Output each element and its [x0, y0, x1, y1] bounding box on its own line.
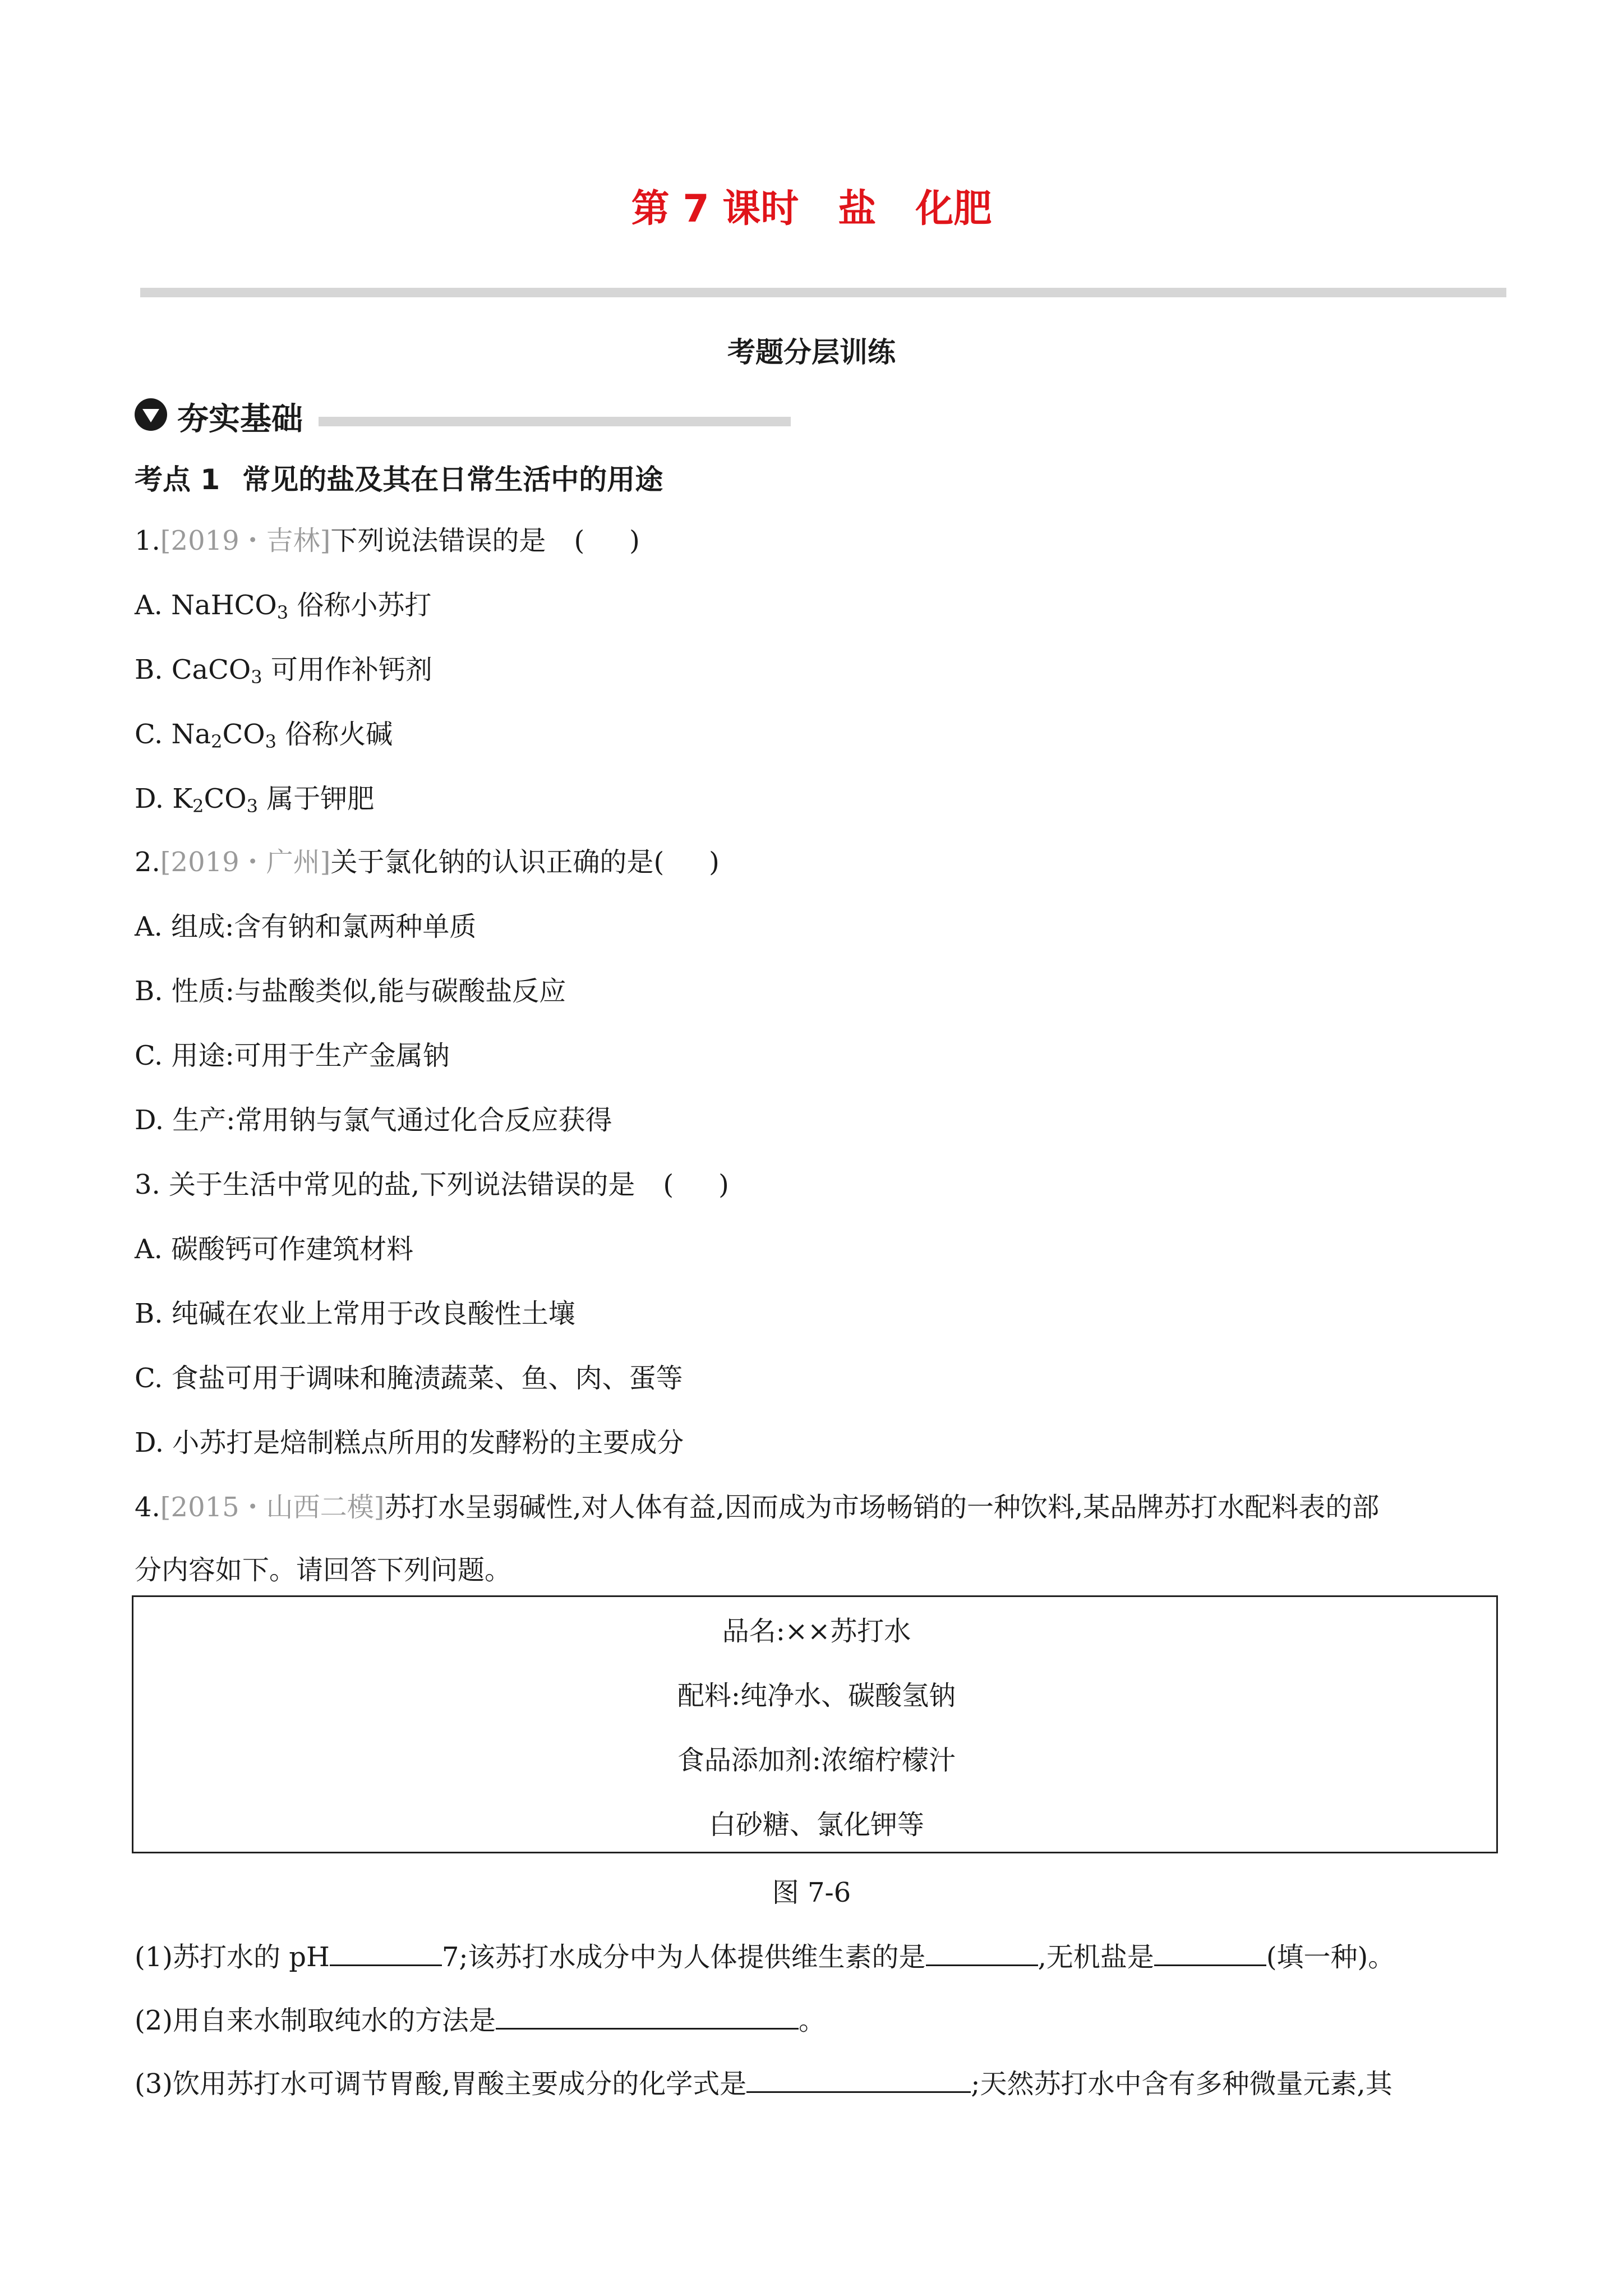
- ingredient-table: [132, 1595, 1498, 1853]
- question-3-stem: [135, 1163, 729, 1202]
- answer-blank[interactable]: [926, 1936, 1038, 1966]
- question-1-option-a: A. NaHCO$_3$ 俗称小苏打: [135, 590, 432, 623]
- page-title: [0, 178, 1623, 233]
- question-1-option-d: D. $K_2CO_3$ 属于钾肥: [135, 783, 375, 817]
- answer-blank[interactable]: [1154, 1936, 1266, 1966]
- question-2-option-c: C. 用途:可用于生产金属钠: [135, 1040, 450, 1071]
- question-number: 4.: [135, 1492, 160, 1523]
- answer-blank[interactable]: [496, 2000, 799, 2030]
- question-text: 下列说法错误的是: [330, 525, 546, 556]
- question-text: 3. 关于生活中常见的盐,下列说法错误的是: [135, 1169, 635, 1200]
- question-4-stem-line-2: 分内容如下。请回答下列问题。: [135, 1554, 512, 1586]
- topic-salt: 盐: [838, 187, 877, 231]
- question-number: 2.: [135, 846, 160, 878]
- question-3-option-d: D. 小苏打是焙制糕点所用的发酵粉的主要成分: [135, 1427, 684, 1458]
- question-2-stem: 2.[2019・广州]关于氯化钠的认识正确的是( ): [135, 846, 720, 878]
- question-3-option-c: C. 食盐可用于调味和腌渍蔬菜、鱼、肉、蛋等: [135, 1363, 683, 1394]
- question-1-option-c: C. $Na_2CO_3$ 俗称火碱: [135, 719, 393, 752]
- section-title: 夯实基础: [177, 401, 303, 438]
- question-3-option-b: B. 纯碱在农业上常用于改良酸性土壤: [135, 1298, 575, 1329]
- question-text: 关于氯化钠的认识正确的是: [330, 846, 654, 878]
- question-source: [2015・山西二模]: [160, 1492, 385, 1523]
- question-source: [2019・广州]: [160, 846, 331, 878]
- question-4-stem-line-1: [135, 1485, 1379, 1524]
- question-1-stem: [135, 519, 640, 558]
- table-row: 配料:纯净水、碳酸氢钠: [677, 1680, 956, 1711]
- question-4-part-2: (2)用自来水制取纯水的方法是 。: [135, 1999, 826, 2037]
- kaodian-label: 考点 1: [135, 463, 220, 496]
- answer-parens: ( ): [663, 1169, 729, 1200]
- question-2-option-d: D. 生产:常用钠与氯气通过化合反应获得: [135, 1105, 612, 1136]
- question-4-part-1: (1)苏打水的 pH 7;该苏打水成分中为人体提供维生素的是 ,无机盐是 (填一种)。: [135, 1935, 1395, 1974]
- kaodian-heading: [135, 457, 663, 498]
- question-source: [2019・吉林]: [160, 525, 331, 556]
- title-divider: [140, 288, 1506, 297]
- answer-blank[interactable]: [330, 1936, 442, 1966]
- question-3-option-a: A. 碳酸钙可作建筑材料: [135, 1234, 414, 1265]
- triangle-down-icon: [135, 398, 167, 431]
- question-4-part-3: (3)饮用苏打水可调节胃酸,胃酸主要成分的化学式是 ;天然苏打水中含有多种微量元素,其: [135, 2062, 1393, 2101]
- question-2-option-a: A. 组成:含有钠和氯两种单质: [135, 911, 477, 942]
- section-subtitle: 考题分层训练: [727, 336, 896, 369]
- lesson-number: 第 7 课时: [631, 187, 799, 231]
- topic-fertilizer: 化肥: [915, 187, 992, 231]
- section-bar: [319, 417, 791, 426]
- table-row: 白砂糖、氯化钾等: [708, 1809, 924, 1841]
- answer-blank[interactable]: [746, 2063, 971, 2093]
- kaodian-text: 常见的盐及其在日常生活中的用途: [242, 463, 663, 496]
- question-1-option-b: B. CaCO$_3$ 可用作补钙剂: [135, 654, 432, 688]
- question-2-option-b: B. 性质:与盐酸类似,能与碳酸盐反应: [135, 976, 566, 1007]
- answer-parens: ( ): [574, 525, 640, 556]
- table-row: 品名:××苏打水: [722, 1616, 911, 1647]
- figure-caption: 图 7-6: [772, 1877, 851, 1908]
- table-row: 食品添加剂:浓缩柠檬汁: [677, 1745, 956, 1776]
- question-text: 苏打水呈弱碱性,对人体有益,因而成为市场畅销的一种饮料,某品牌苏打水配料表的部: [384, 1492, 1380, 1523]
- question-number: 1.: [135, 525, 160, 556]
